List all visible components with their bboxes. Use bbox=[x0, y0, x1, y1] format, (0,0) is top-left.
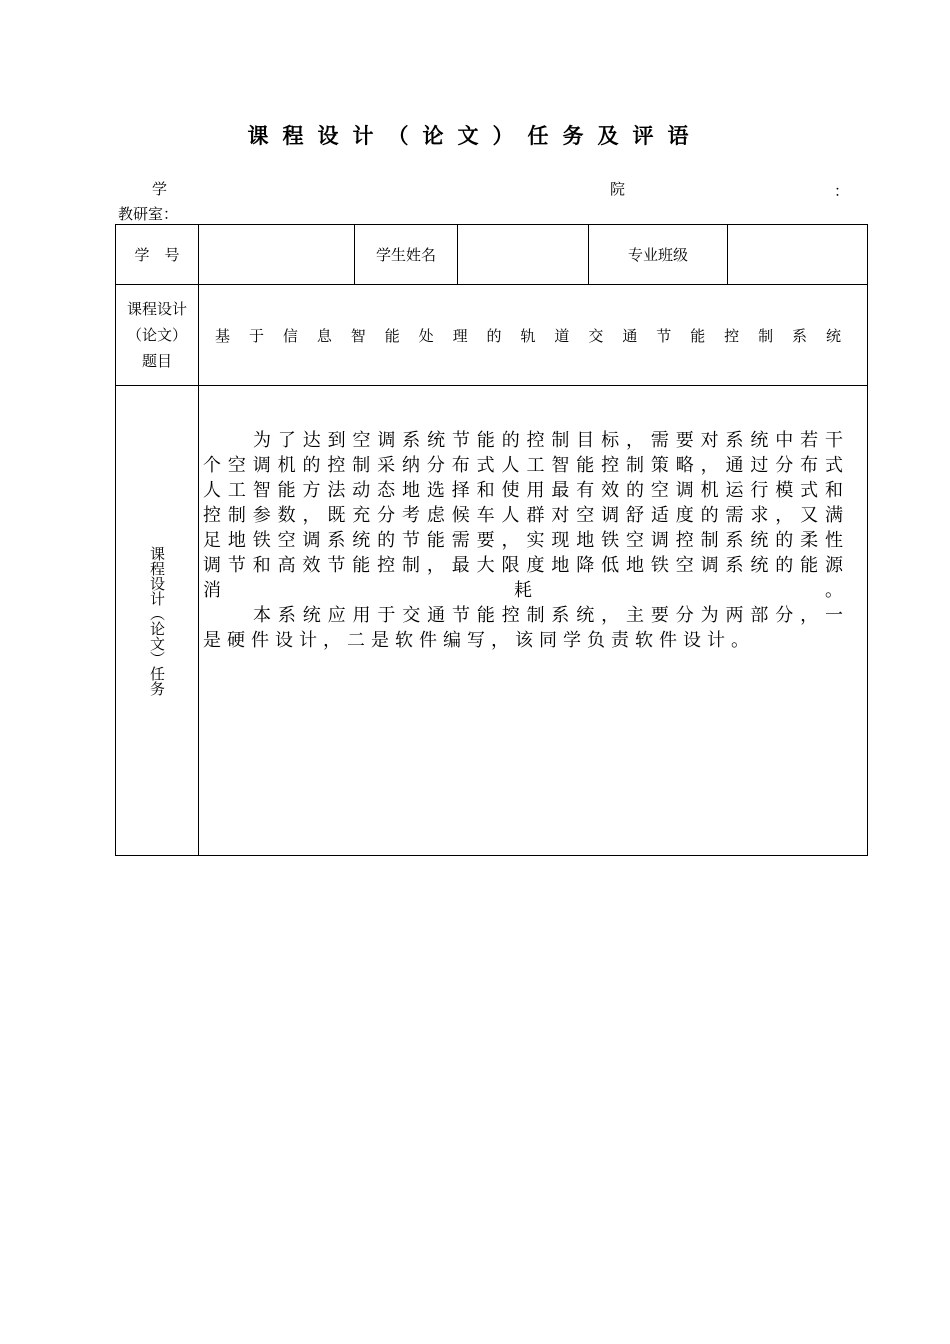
task-label: 课程设计（论文）任务 bbox=[148, 545, 166, 696]
task-form-table bbox=[115, 224, 868, 856]
task-label-cell bbox=[116, 386, 199, 856]
student-id-label: 学 号 bbox=[116, 225, 199, 285]
class-value[interactable] bbox=[728, 225, 868, 285]
student-name-value[interactable] bbox=[458, 225, 589, 285]
student-id-value[interactable] bbox=[199, 225, 355, 285]
college-label-end: 院 bbox=[610, 180, 626, 198]
task-paragraph-1: 为了达到空调系统节能的控制目标，需要对系统中若干个空调机的控制采纳分布式人工智能控制策略，通过分布式人工智能方法动态地选择和使用最有效的空调机运行模式和控制参数，既充分考虑候车人群对空调舒适度的需求，又满足地铁空调系统的节能需要，实现地铁空调控制系统的柔性调节和高效节能控制，最大限度地降低地铁空调系统的能源消耗。 bbox=[203, 430, 849, 601]
topic-value: 基于信息智能处理的轨道交通节能控制系统 bbox=[199, 285, 868, 386]
topic-label: 课程设计（论文）题目 bbox=[116, 285, 199, 386]
student-name-label: 学生姓名 bbox=[355, 225, 458, 285]
task-paragraph-2: 本系统应用于交通节能控制系统，主要分为两部分，一是硬件设计，二是软件编写，该同学负责软件设计。 bbox=[203, 605, 849, 651]
college-label-start: 学 bbox=[152, 180, 168, 198]
department-label: 教研室： bbox=[118, 205, 179, 223]
task-content bbox=[199, 386, 868, 856]
college-colon: ： bbox=[834, 182, 850, 200]
document-title: 课程设计（论文）任务及评语 bbox=[247, 124, 703, 148]
class-label: 专业班级 bbox=[589, 225, 728, 285]
